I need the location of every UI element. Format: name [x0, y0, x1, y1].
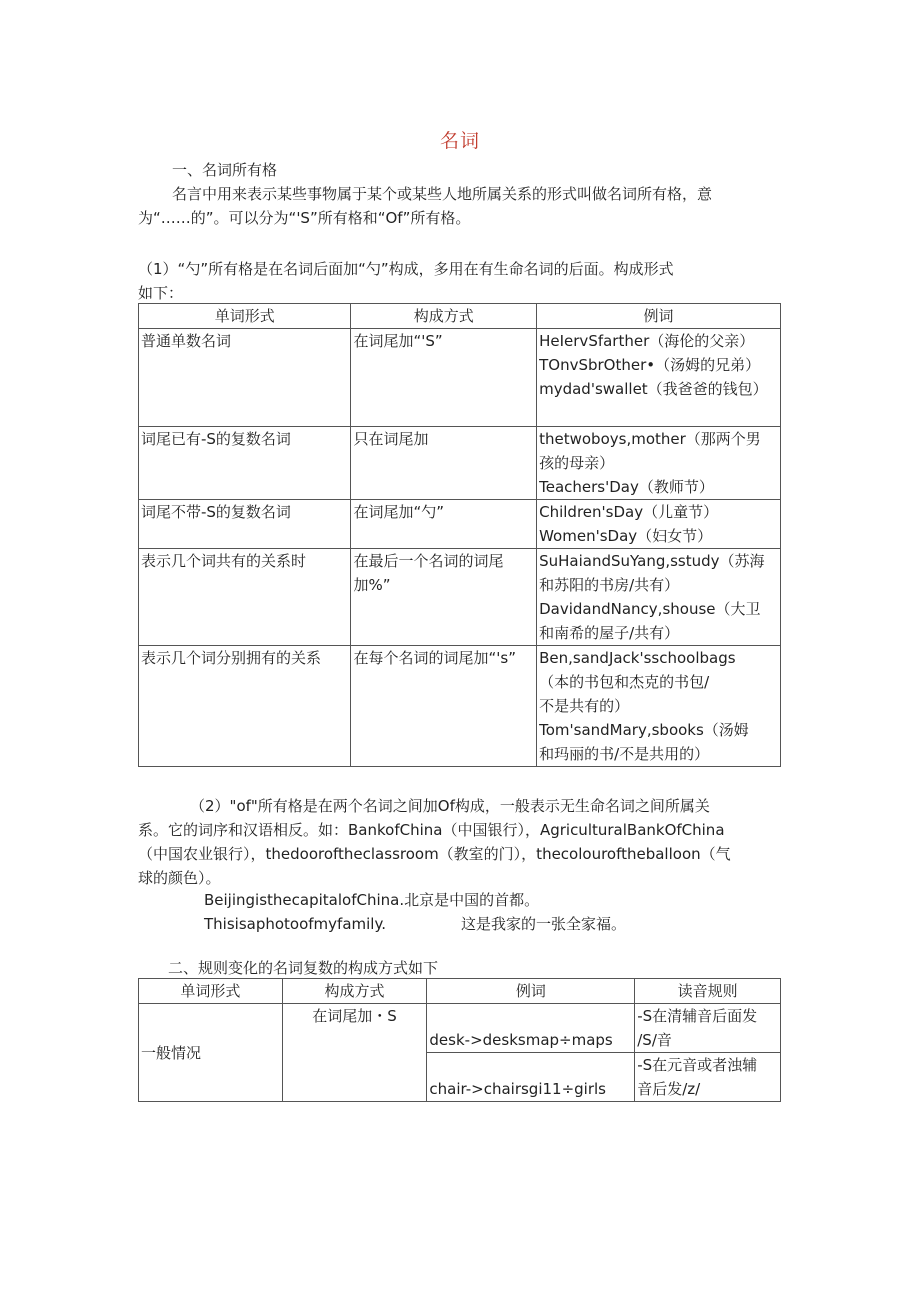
column-header: 单词形式 [139, 979, 283, 1004]
page-title: 名词 [439, 130, 480, 152]
table-header-row [139, 979, 781, 1004]
rule-line: -S在元音或者浊辅 [637, 1056, 758, 1074]
example-cell [537, 427, 781, 500]
example-line: 和玛丽的书/不是共用的） [539, 745, 710, 763]
column-header: 单词形式 [139, 304, 351, 329]
example-line: Teachers'Day（教师节） [539, 478, 714, 496]
table-row [139, 549, 781, 646]
intro-line-2: 为“……的”。可以分为“'S”所有格和“Of”所有格。 [138, 209, 471, 227]
example-line: Tom'sandMary,sbooks（汤姆 [539, 721, 749, 739]
example-sentence-1: BeijingisthecapitalofChina.北京是中国的首都。 [204, 891, 540, 909]
word-form-cell: 表示几个词共有的关系时 [139, 549, 351, 646]
word-form-cell: 一般情况 [139, 1004, 283, 1102]
column-header: 例词 [537, 304, 781, 329]
method-cell: 在词尾加“'S” [351, 329, 537, 427]
method-cell: 在词尾加・S [282, 1004, 427, 1102]
intro-line-1: 名言中用来表示某些事物属于某个或某些人地所属关系的形式叫做名词所有格，意 [172, 185, 713, 203]
example-line: thetwoboys,mother（那两个男 [539, 430, 761, 448]
pronunciation-cell [635, 1004, 781, 1053]
word-form-cell: 普通单数名词 [139, 329, 351, 427]
table-row [139, 646, 781, 767]
pronunciation-cell [635, 1053, 781, 1102]
word-form-cell: 词尾不带-S的复数名词 [139, 500, 351, 549]
example-cell: desk->desksmap÷maps [427, 1004, 635, 1053]
paragraph-2-line-1: （2）"of"所有格是在两个名词之间加Of构成，一般表示无生命名词之间所属关 [190, 797, 710, 815]
method-cell: 在每个名词的词尾加“'s” [351, 646, 537, 767]
rule-line: -S在清辅音后面发 [637, 1007, 758, 1025]
table-header-row [139, 304, 781, 329]
example-line: 和苏阳的书房/共有） [539, 576, 680, 594]
table-row [139, 427, 781, 500]
example-line: 孩的母亲） [539, 454, 615, 472]
paragraph-2-line-2: 系。它的词序和汉语相反。如：BankofChina（中国银行），AgriculturalBankOfChina [138, 821, 725, 839]
example-cell [537, 646, 781, 767]
example-line: 和南希的屋子/共有） [539, 624, 680, 642]
table-row [139, 329, 781, 427]
paragraph-2-line-4: 球的颜色）。 [138, 869, 221, 887]
example-line: SuHaiandSuYang,sstudy（苏海 [539, 552, 765, 570]
method-cell: 只在词尾加 [351, 427, 537, 500]
paragraph-1-line-1: （1）“勺”所有格是在名词后面加“勺”构成，多用在有生命名词的后面。构成形式 [138, 260, 674, 278]
column-header: 构成方式 [282, 979, 427, 1004]
column-header: 例词 [427, 979, 635, 1004]
example-line: Children'sDay（儿童节） [539, 503, 719, 521]
example-cell [537, 500, 781, 549]
paragraph-2-line-3: （中国农业银行），thedooroftheclassroom（教室的门），thecolouroftheballoon（气 [138, 845, 731, 863]
column-header: 读音规则 [635, 979, 781, 1004]
example-cell [537, 329, 781, 427]
word-form-cell: 表示几个词分别拥有的关系 [139, 646, 351, 767]
example-line: （本的书包和杰克的书包/ [539, 673, 710, 691]
example-line: TOnvSbrOther•（汤姆的兄弟） [539, 356, 761, 374]
example-line: HeIervSfarther（海伦的父亲） [539, 332, 755, 350]
example-sentence-2-en: Thisisaphotoofmyfamily. [204, 915, 386, 933]
section-heading-1: 一、名词所有格 [172, 161, 278, 179]
section-heading-2: 二、规则变化的名词复数的构成方式如下 [168, 959, 439, 977]
example-sentence-2-zh: 这是我家的一张全家福。 [461, 915, 627, 933]
example-line: mydad'swallet（我爸爸的钱包） [539, 380, 768, 398]
table-row [139, 1004, 781, 1053]
possessive-table [138, 303, 781, 767]
rule-line: /S/音 [637, 1031, 672, 1049]
method-cell: 在最后一个名词的词尾加%” [351, 549, 537, 646]
example-cell: chair->chairsgi11÷girls [427, 1053, 635, 1102]
plural-table [138, 978, 781, 1102]
example-line: Ben,sandJack'sschoolbags [539, 649, 736, 667]
example-line: Women'sDay（妇女节） [539, 527, 713, 545]
table-row [139, 500, 781, 549]
example-line: 不是共有的） [539, 697, 630, 715]
column-header: 构成方式 [351, 304, 537, 329]
example-cell [537, 549, 781, 646]
method-cell: 在词尾加“勺” [351, 500, 537, 549]
word-form-cell: 词尾已有-S的复数名词 [139, 427, 351, 500]
rule-line: 音后发/z/ [637, 1080, 701, 1098]
example-line: DavidandNancy,shouse（大卫 [539, 600, 761, 618]
paragraph-1-line-2: 如下： [138, 284, 184, 302]
